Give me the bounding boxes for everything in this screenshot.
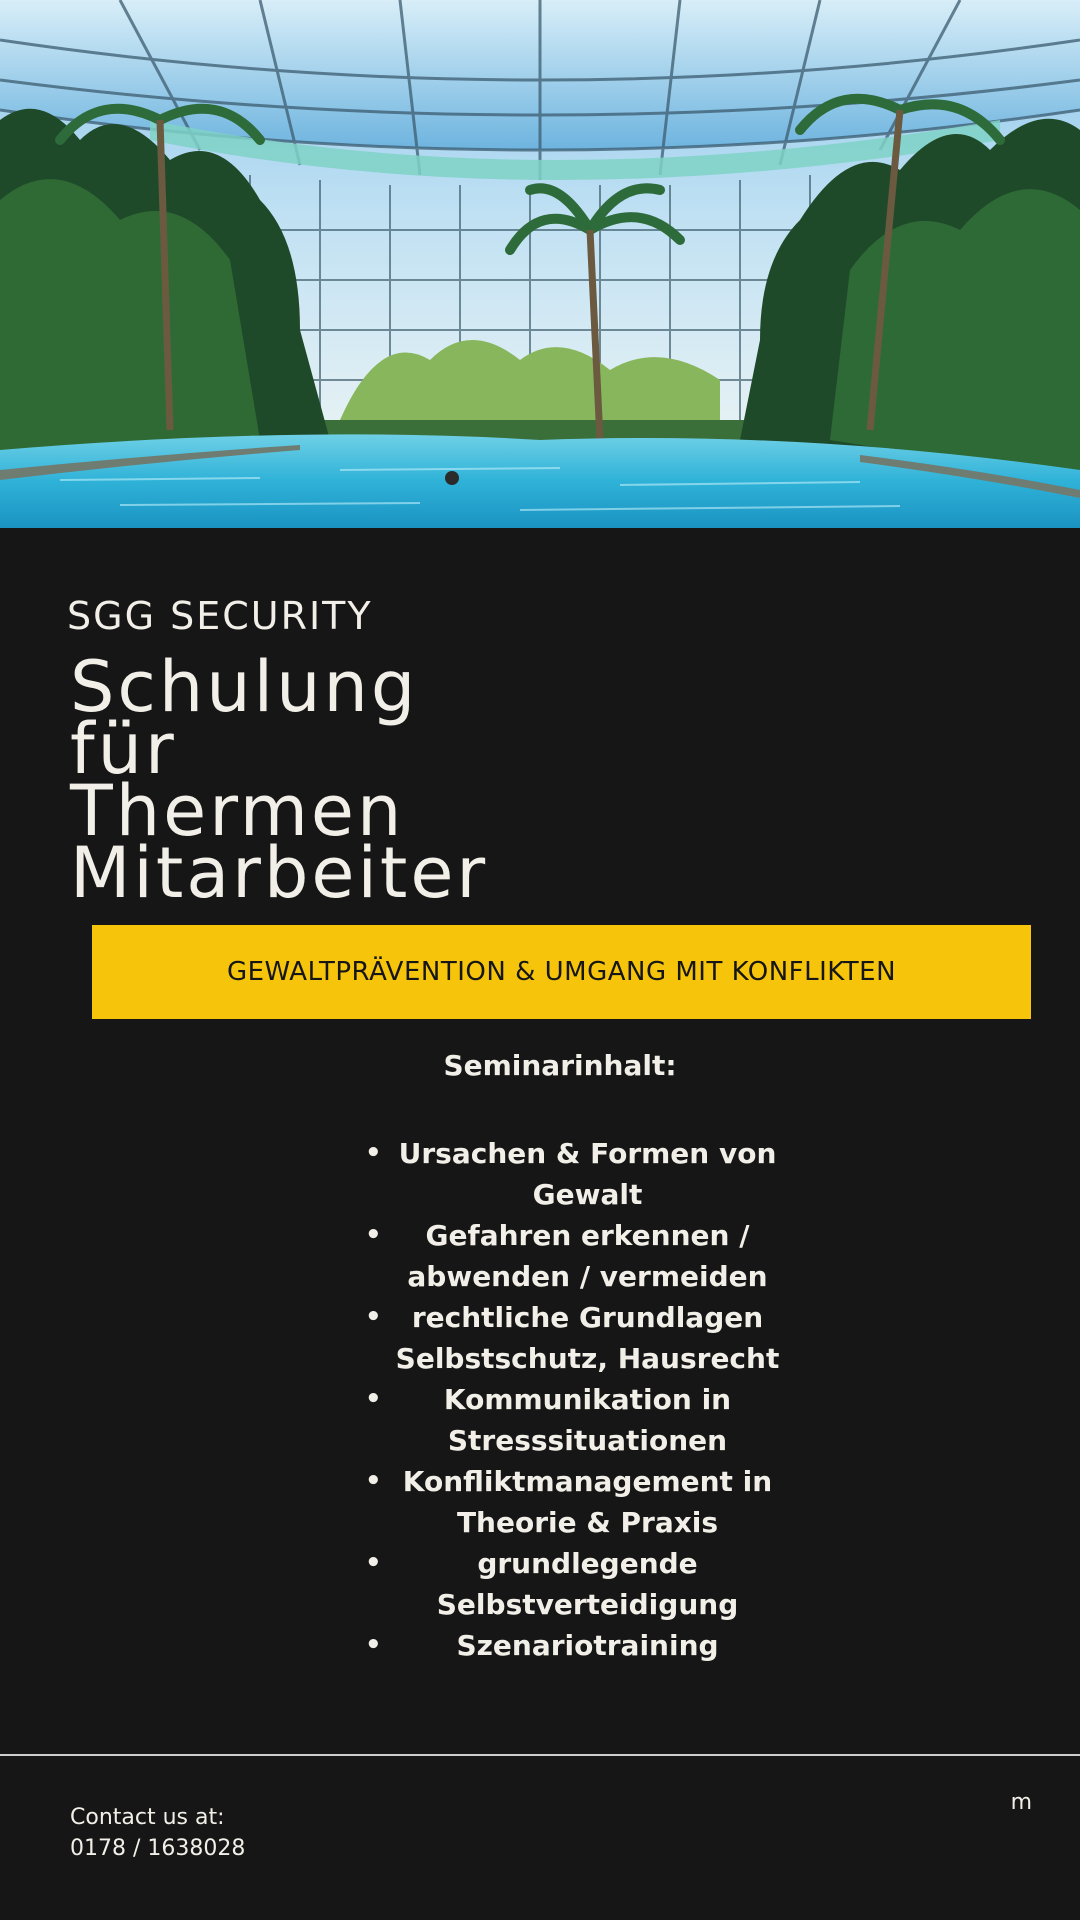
seminar-list (330, 1133, 790, 1666)
brand-name: SGG SECURITY (67, 594, 373, 638)
page-title (70, 646, 670, 914)
seminar-heading: Seminarinhalt: (443, 1049, 677, 1082)
list-item-text: Ursachen & Formen von Gewalt (398, 1137, 777, 1211)
contact-info (70, 1802, 245, 1864)
list-item-text: Szenariotraining (456, 1629, 719, 1662)
list-item (330, 1297, 790, 1379)
list-item (330, 1461, 790, 1543)
title-line: Mitarbeiter (70, 832, 489, 914)
hero-image (0, 0, 1080, 528)
contact-label: Contact us at: (70, 1805, 225, 1830)
list-item (330, 1543, 790, 1625)
contact-phone: 0178 / 1638028 (70, 1836, 246, 1861)
list-item-text: Gefahren erkennen / abwenden / vermeiden (407, 1219, 768, 1293)
list-item-text: Kommunikation in Stresssituationen (443, 1383, 732, 1457)
bullet: • (365, 1220, 382, 1250)
seminar-content (330, 1040, 790, 1666)
list-item (330, 1379, 790, 1461)
corner-mark: m (1010, 1790, 1032, 1815)
list-item-text: grundlegende Selbstverteidigung (436, 1547, 739, 1621)
topic-banner (92, 925, 1031, 1019)
list-item (330, 1133, 790, 1215)
list-item-text: Konfliktmanagement in Theorie & Praxis (402, 1465, 773, 1539)
title-line: Schulung (70, 646, 419, 728)
footer-divider (0, 1754, 1080, 1756)
title-line: für (70, 708, 177, 790)
list-item (330, 1215, 790, 1297)
bullet: • (365, 1138, 382, 1168)
bullet: • (365, 1466, 382, 1496)
topic-banner-text: GEWALTPRÄVENTION & UMGANG MIT KONFLIKTEN (226, 957, 897, 987)
bullet: • (365, 1302, 382, 1332)
list-item-text: rechtliche Grundlagen Selbstschutz, Hausrecht (395, 1301, 780, 1375)
bullet: • (365, 1384, 382, 1414)
bullet: • (365, 1630, 382, 1660)
list-item (330, 1625, 790, 1666)
title-line: Thermen (70, 770, 405, 852)
bullet: • (365, 1548, 382, 1578)
hero-illustration (0, 0, 1080, 528)
